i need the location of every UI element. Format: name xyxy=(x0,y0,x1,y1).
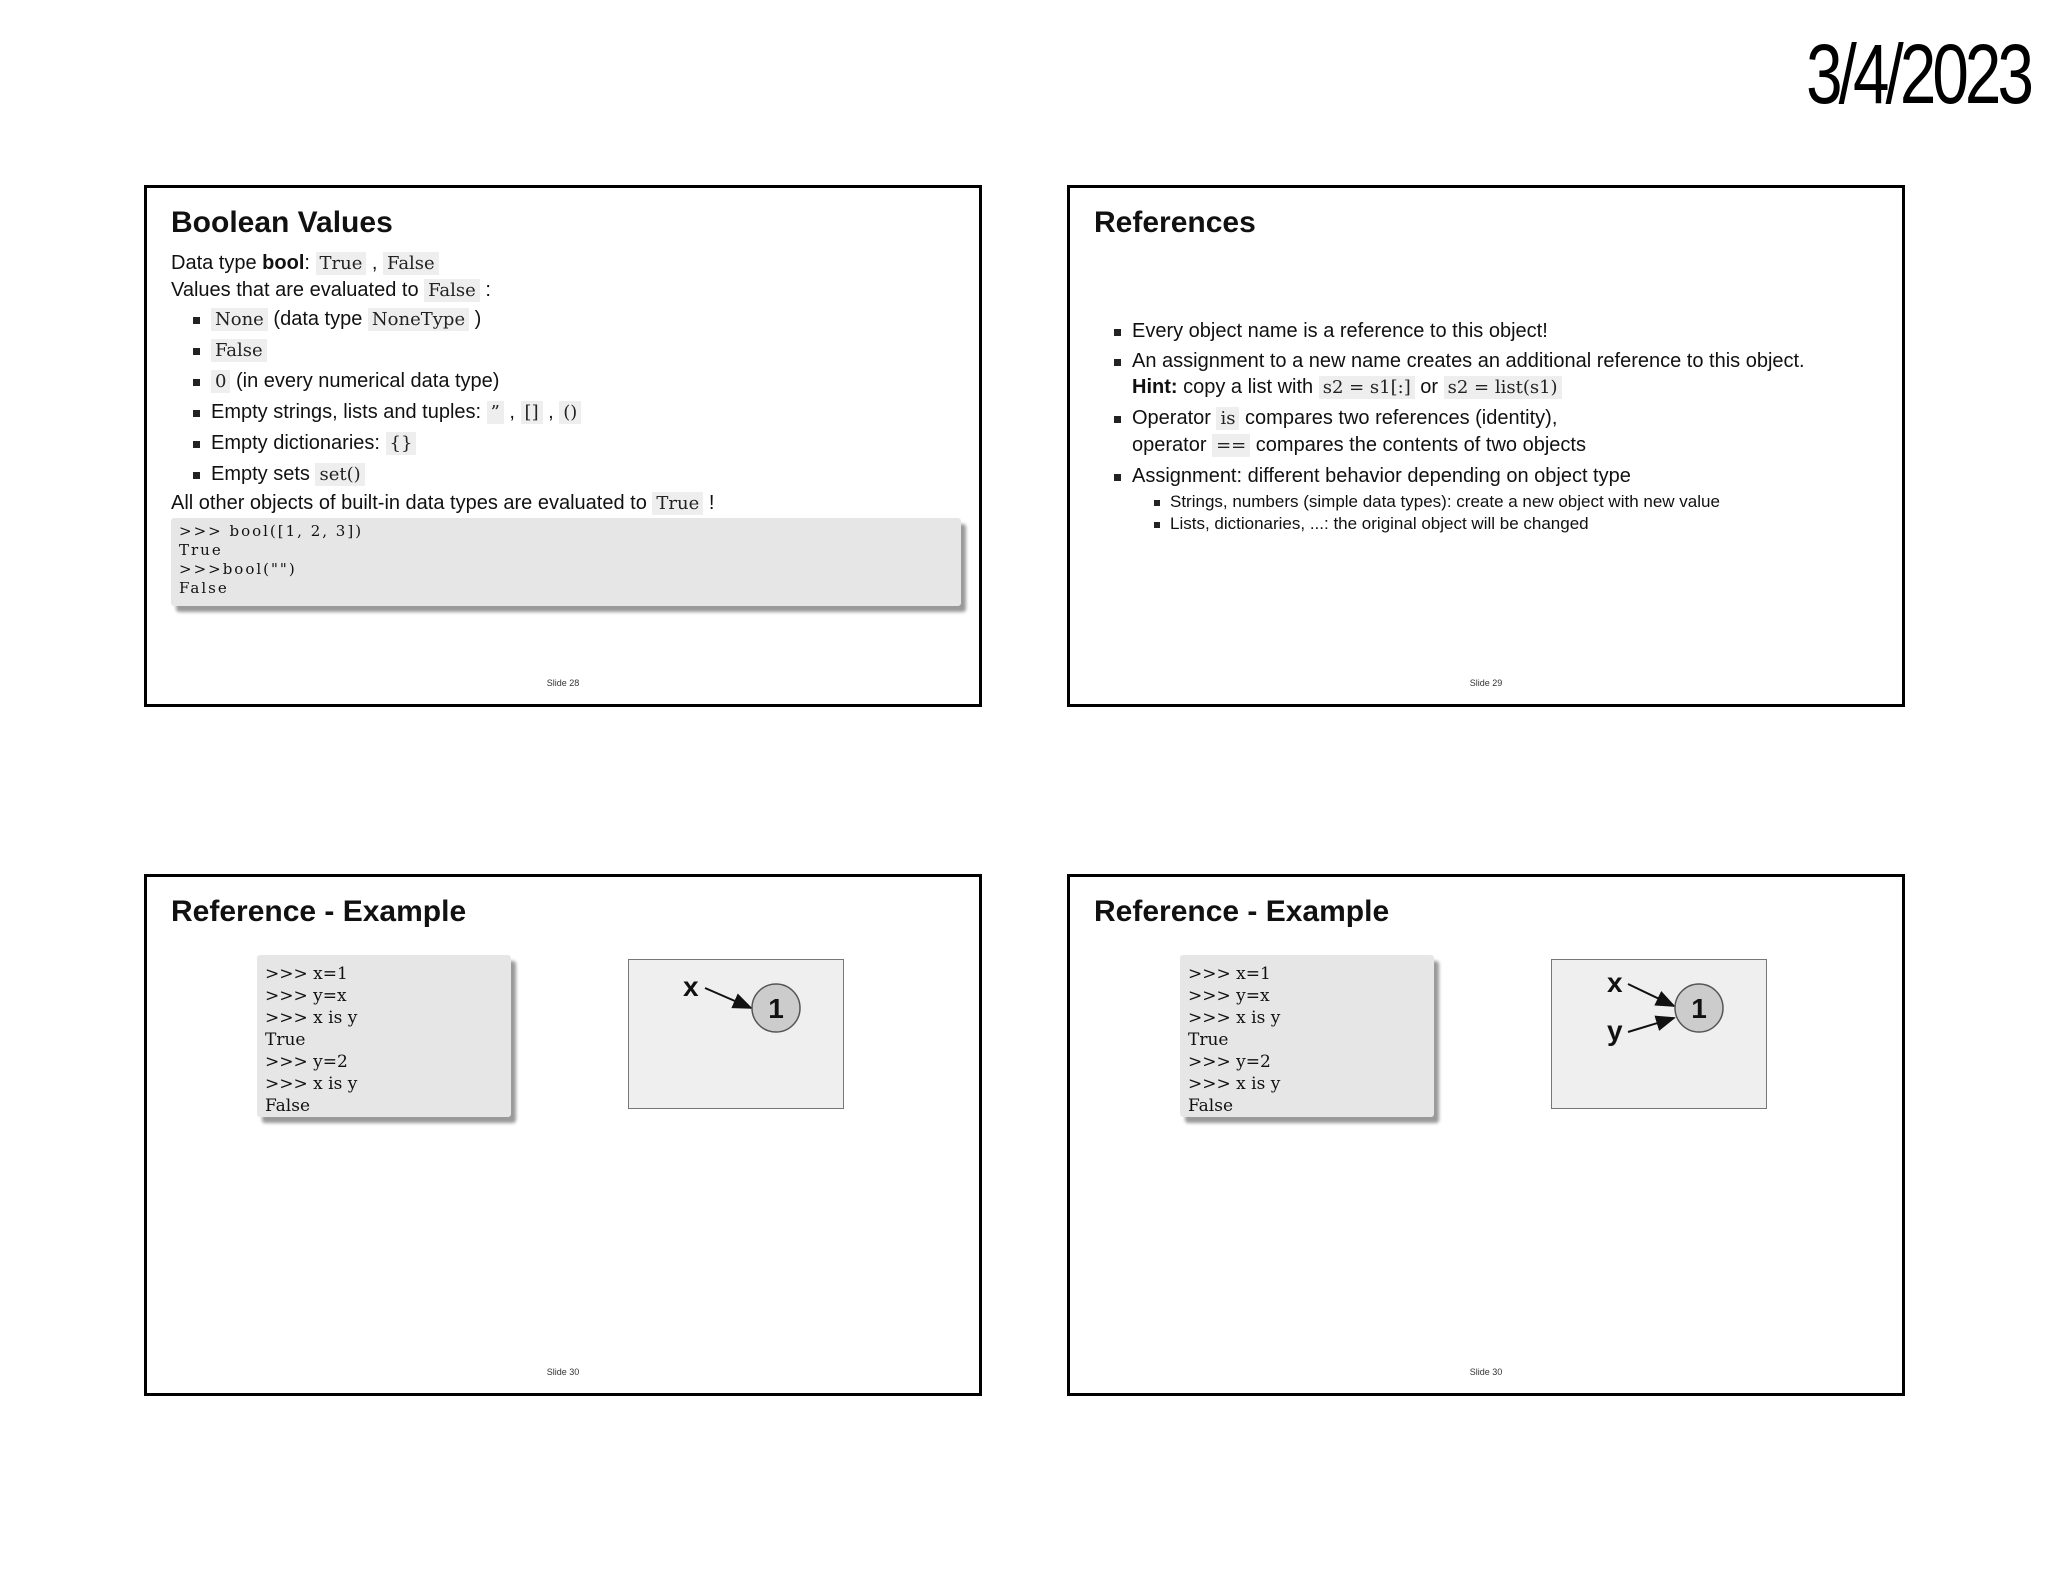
slide-body xyxy=(171,250,959,517)
variable-y-label: y xyxy=(1607,1015,1623,1046)
code-false: False xyxy=(383,252,439,275)
code-nonetype: NoneType xyxy=(368,308,469,331)
code-line: >>> x=1 xyxy=(265,964,348,984)
sub-list xyxy=(1132,491,1882,535)
code-zero: 0 xyxy=(211,370,230,393)
code-true: True xyxy=(652,492,703,515)
text: Operator xyxy=(1132,407,1217,429)
code-example-box xyxy=(257,955,511,1117)
false-values-list xyxy=(171,304,959,490)
list-item xyxy=(1114,463,1882,535)
text: Every object name is a reference to this object! xyxy=(1132,320,1548,342)
code-true: True xyxy=(316,252,367,275)
reference-diagram xyxy=(628,959,844,1109)
code-line: >>> x is y xyxy=(1188,1074,1281,1094)
text: Assignment: different behavior depending on object type xyxy=(1132,465,1631,487)
slide-title: Boolean Values xyxy=(171,206,393,239)
code-example-box xyxy=(1180,955,1434,1117)
code-slice-copy: s2 = s1[:] xyxy=(1319,376,1415,399)
slide-title: Reference - Example xyxy=(1094,895,1390,928)
slide-body xyxy=(1114,318,1882,539)
reference-diagram-svg xyxy=(629,960,845,1110)
evaluated-true-line xyxy=(171,490,959,517)
slide-reference-example-1 xyxy=(144,874,982,1396)
code-false: False xyxy=(211,339,267,362)
list-item xyxy=(193,366,959,397)
text: Empty dictionaries: xyxy=(211,432,386,454)
code-is: is xyxy=(1216,407,1239,430)
text: ) xyxy=(469,308,482,330)
code-line: True xyxy=(265,1030,306,1050)
code-empty-list: [] xyxy=(521,401,543,424)
text: , xyxy=(503,401,521,423)
text: An assignment to a new name creates an additional reference to this object. xyxy=(1132,350,1805,372)
slide-number: Slide 29 xyxy=(1469,678,1503,688)
slide-number: Slide 28 xyxy=(546,678,580,688)
code-false: False xyxy=(424,279,480,302)
reference-diagram xyxy=(1551,959,1767,1109)
reference-diagram-svg xyxy=(1552,960,1768,1110)
text: compares the contents of two objects xyxy=(1250,434,1586,456)
text: compares two references (identity), xyxy=(1239,407,1558,429)
code-line: >>> y=2 xyxy=(1188,1052,1271,1072)
code-line: True xyxy=(179,541,223,559)
evaluated-false-line xyxy=(171,277,959,304)
text: Values that are evaluated to xyxy=(171,279,425,301)
code-equals: == xyxy=(1212,434,1250,457)
page-date: 3/4/2023 xyxy=(1806,27,2030,121)
code-line: >>> x=1 xyxy=(1188,964,1271,984)
code-line: >>> bool([1, 2, 3]) xyxy=(179,522,364,540)
text: copy a list with xyxy=(1177,376,1319,398)
slide-number: Slide 30 xyxy=(1469,1367,1503,1377)
list-item xyxy=(193,304,959,335)
slide-boolean-values xyxy=(144,185,982,707)
code-line: >>> y=x xyxy=(265,986,347,1006)
list-item xyxy=(1114,405,1882,459)
text: , xyxy=(366,252,384,274)
code-empty-tuple: () xyxy=(559,401,581,424)
reference-arrow-x xyxy=(705,988,751,1008)
slide-references xyxy=(1067,185,1905,707)
object-node-value: 1 xyxy=(1691,993,1707,1024)
text: : xyxy=(304,252,316,274)
text: Empty sets xyxy=(211,463,316,485)
text: operator xyxy=(1132,434,1213,456)
code-line: >>>bool("") xyxy=(179,560,297,578)
text: All other objects of built-in data types are evaluated to xyxy=(171,492,653,514)
slide-title: References xyxy=(1094,206,1256,239)
code-line: >>> x is y xyxy=(265,1074,358,1094)
sub-list-item: Strings, numbers (simple data types): create a new object with new value xyxy=(1154,491,1882,513)
text: ! xyxy=(703,492,715,514)
hint-label: Hint: xyxy=(1132,376,1178,398)
code-line: >>> y=2 xyxy=(265,1052,348,1072)
text: (in every numerical data type) xyxy=(230,370,500,392)
text: , xyxy=(542,401,560,423)
code-line: False xyxy=(1188,1096,1233,1116)
code-empty-set: set() xyxy=(315,463,364,486)
reference-arrow-y xyxy=(1628,1018,1674,1032)
code-empty-string: ” xyxy=(487,401,504,424)
list-item xyxy=(193,459,959,490)
reference-arrow-x xyxy=(1628,984,1674,1006)
list-item xyxy=(193,428,959,459)
text: Data type xyxy=(171,252,263,274)
text: Empty strings, lists and tuples: xyxy=(211,401,487,423)
sub-list-item: Lists, dictionaries, ...: the original object will be changed xyxy=(1154,513,1882,535)
variable-x-label: x xyxy=(1607,967,1623,998)
text: : xyxy=(479,279,491,301)
list-item xyxy=(193,397,959,428)
code-line: >>> x is y xyxy=(1188,1008,1281,1028)
slide-reference-example-2 xyxy=(1067,874,1905,1396)
slide-number: Slide 30 xyxy=(546,1367,580,1377)
code-line: True xyxy=(1188,1030,1229,1050)
code-line: False xyxy=(179,579,229,597)
bold-text: bool xyxy=(262,252,305,274)
object-node-value: 1 xyxy=(768,993,784,1024)
code-list-copy: s2 = list(s1) xyxy=(1444,376,1562,399)
references-list xyxy=(1114,318,1882,535)
variable-x-label: x xyxy=(683,971,699,1002)
code-line: >>> x is y xyxy=(265,1008,358,1028)
text: (data type xyxy=(273,308,368,330)
text: or xyxy=(1414,376,1444,398)
list-item xyxy=(1114,318,1882,344)
datatype-line xyxy=(171,250,959,277)
slide-title: Reference - Example xyxy=(171,895,467,928)
code-line: >>> y=x xyxy=(1188,986,1270,1006)
list-item xyxy=(193,335,959,366)
list-item xyxy=(1114,348,1882,401)
code-none: None xyxy=(211,308,268,331)
code-line: False xyxy=(265,1096,310,1116)
code-empty-dict: {} xyxy=(386,432,417,455)
code-example-box xyxy=(171,518,961,606)
